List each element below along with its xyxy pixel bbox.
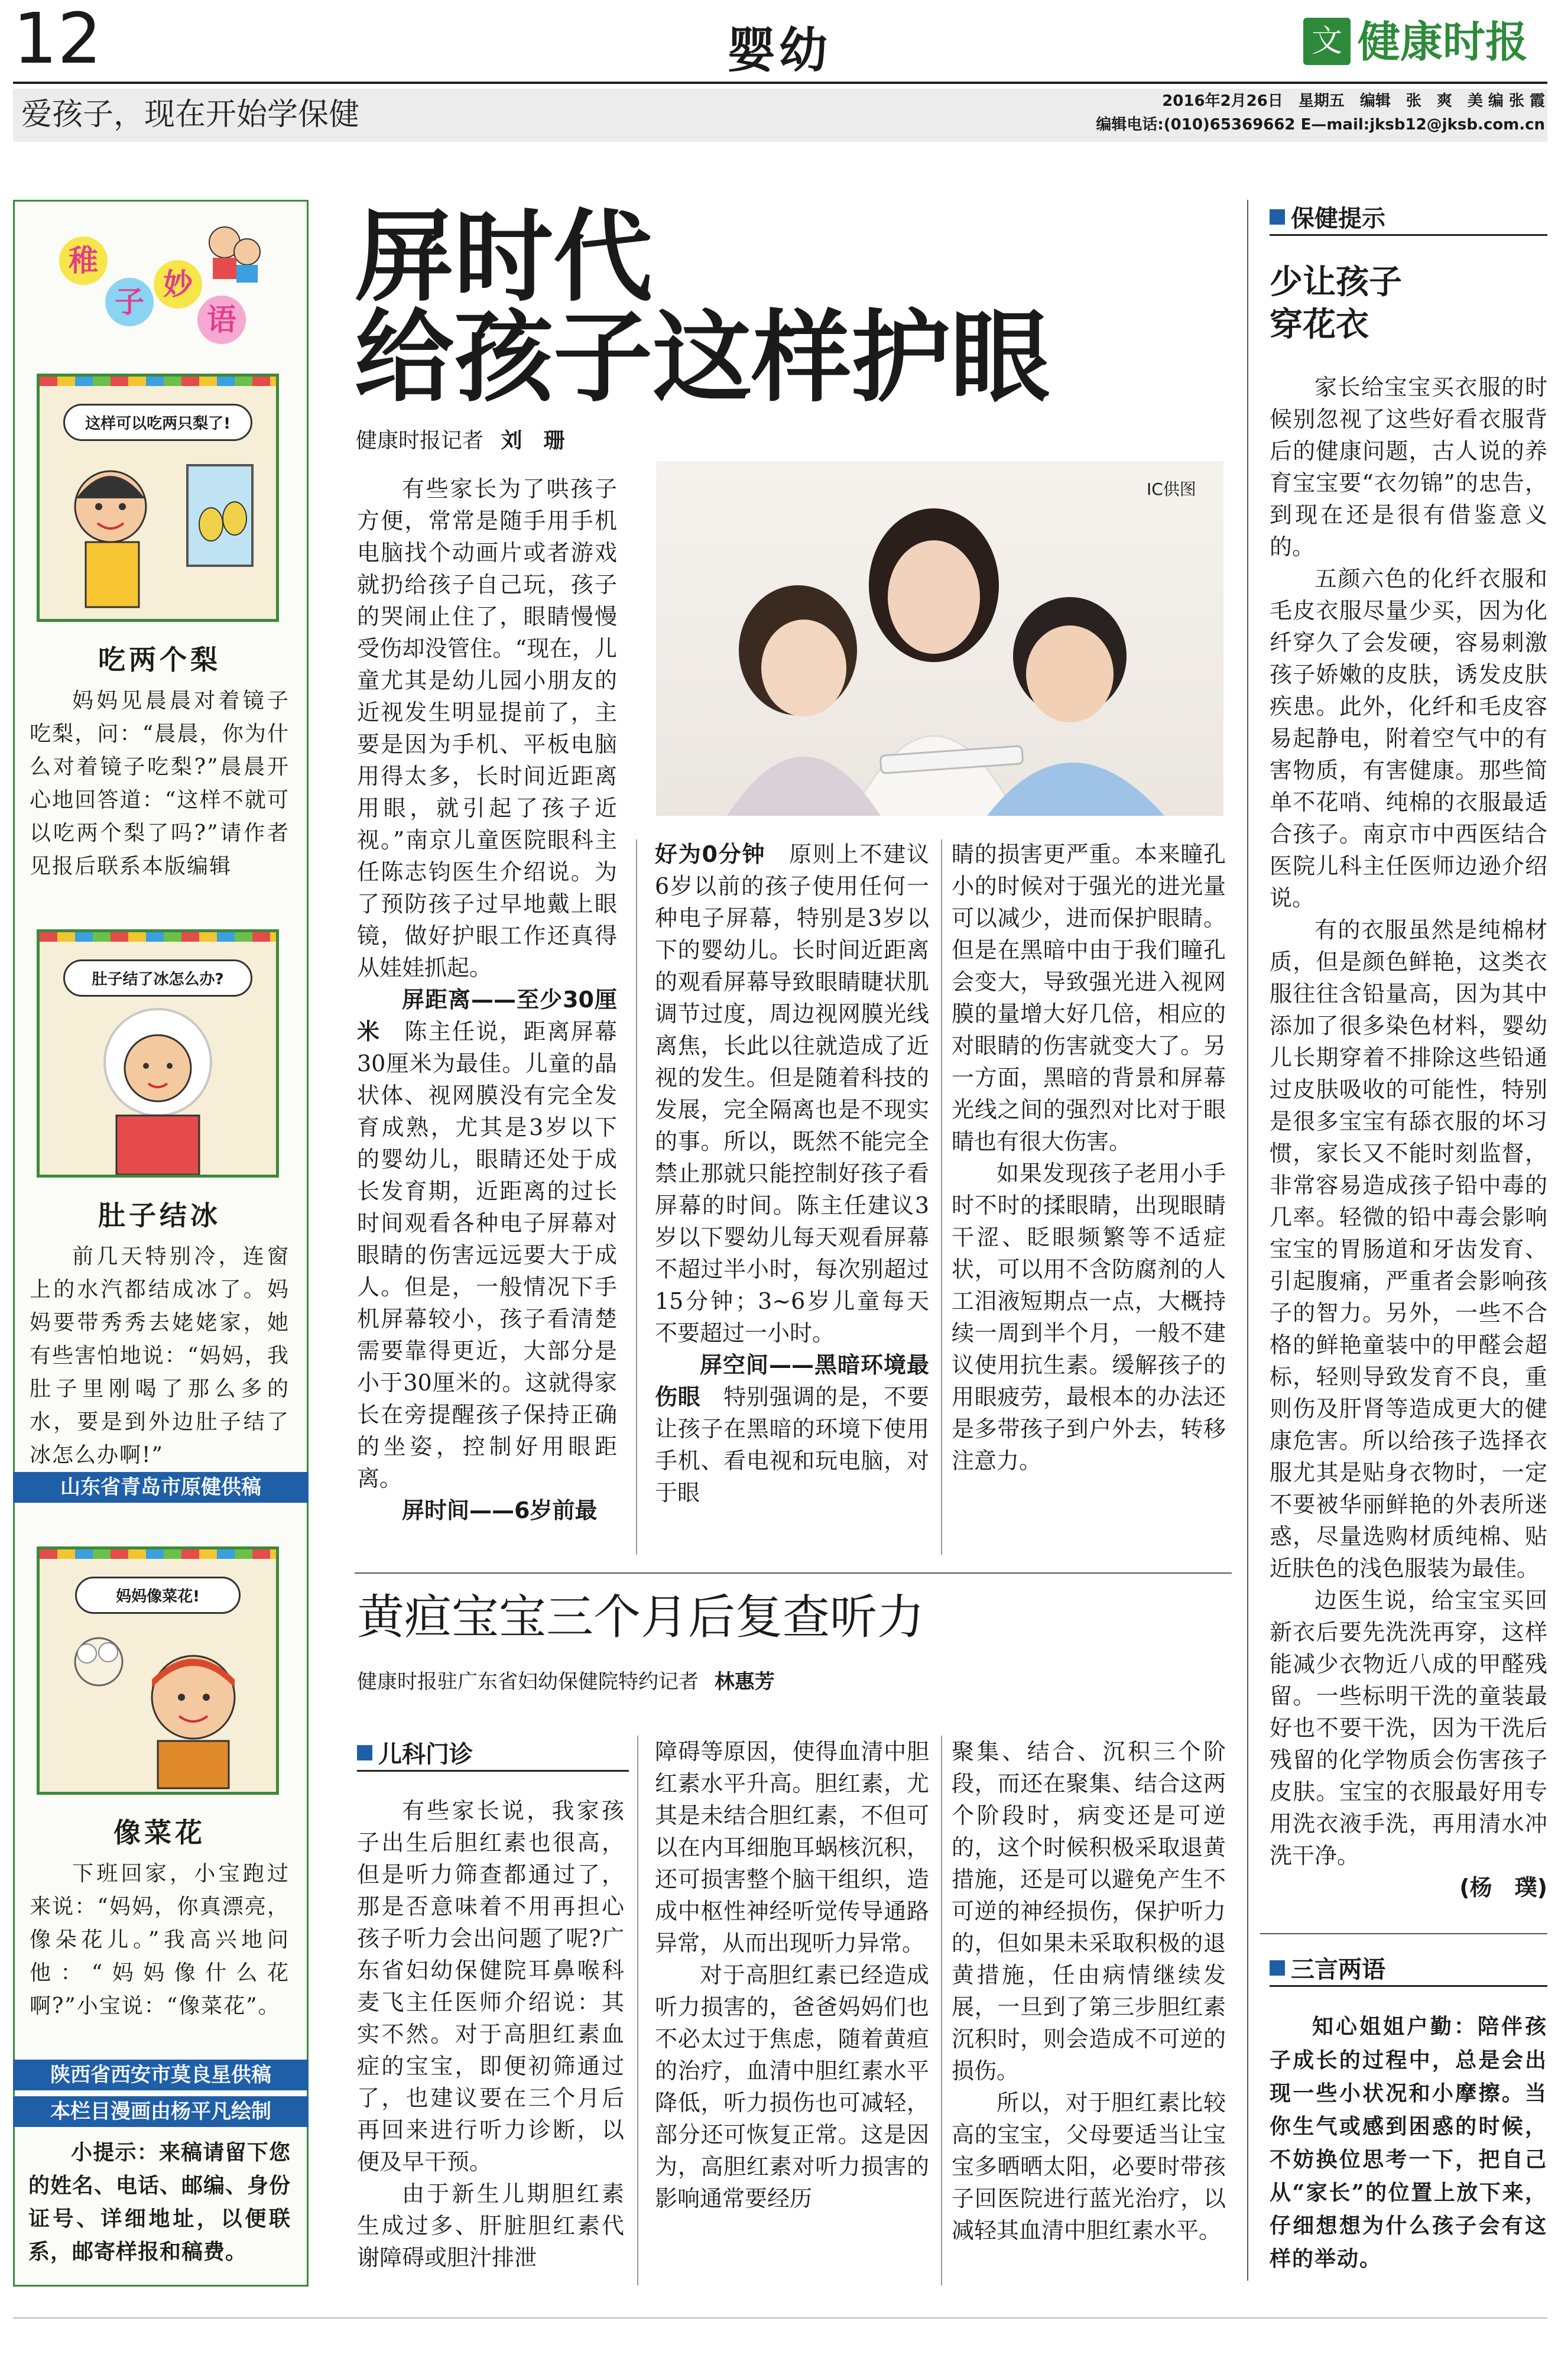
jaundice-col-1 [357, 1795, 624, 2274]
brief-tip-label: 知心姐姐户勤： [1312, 2015, 1478, 2039]
col-divider [941, 839, 942, 1555]
right-headline-2: 穿花衣 [1270, 306, 1369, 344]
right-column-divider [1247, 200, 1248, 2281]
masthead-logo [1303, 18, 1551, 71]
jaundice-byline-name: 林惠芳 [714, 1670, 775, 1694]
page-number: 12 [13, 0, 102, 79]
brief-words-label: 三言两语 [1270, 1951, 1385, 1985]
boy-mirror-illustration-icon [40, 442, 276, 619]
right-headline-1: 少让孩子 [1270, 263, 1402, 301]
boy-cauliflower-illustration-icon [40, 1614, 276, 1792]
section-square-icon [357, 1745, 372, 1760]
cartoon-1-bubble: 这样可以吃两只梨了! [63, 404, 252, 441]
cartoon-2-bubble: 肚子结了冰怎么办? [63, 959, 252, 997]
section-underline [357, 1770, 629, 1772]
family-tablet-photo-icon [656, 461, 1223, 816]
jaundice-byline [357, 1668, 775, 1695]
logo-mark-icon: 文 [1303, 18, 1351, 65]
girl-winter-illustration-icon [40, 997, 276, 1175]
right-separator [1260, 1933, 1547, 1934]
masthead-rule [13, 82, 1547, 84]
column-logo-char: 稚 [59, 236, 108, 285]
main-headline-1: 屏时代 [355, 199, 653, 315]
main-col2-para: 屏空间——黑暗环境最伤眼 特别强调的是，不要让孩子在黑暗的环境下使用手机、看电视和玩电脑，对于眼 [655, 1352, 929, 1506]
main-subhead: 屏时间——6岁前最 [402, 1497, 598, 1523]
article-photo [656, 461, 1223, 816]
illustrator-credit: 本栏目漫画由杨平凡绘制 [13, 2096, 309, 2127]
brief-tip [1270, 2010, 1547, 2275]
main-col3-para: 睛的损害更严重。本来瞳孔小的时候对于强光的进光量可以减少，进而保护眼睛。但是在黑暗中由于我们瞳孔会变大，导致强光进入视网膜的量增大好几倍，相应的对眼睛的伤害就变大了。另一方面，黑暗的背景和屏幕光线之间的强烈对比对于眼睛也有很大伤害。 [952, 841, 1226, 1155]
joke-2-body: 前几天特别冷，连窗上的水汽都结成冰了。妈妈要带秀秀去姥姥家，她有些害怕地说：“妈妈，我肚子里刚喝了那么多的水，要是到外边肚子结了冰怎么办啊!” [30, 1244, 290, 1467]
main-col1-para: 屏距离——至少30厘米 陈主任说，距离屏幕30厘米为最佳。儿童的晶状体、视网膜没有完全发育成熟，尤其是3岁以下的婴幼儿，眼睛还处于成长发育期，近距离的过长时间观看各种电子屏幕对眼睛的伤害远远要大于成人。但是，一般情况下手机屏幕较小，孩子看清楚需要靠得更近，大部分是小于30厘米的。这就得家长在旁提醒孩子保持正确的坐姿，控制好用眼距离。 [357, 987, 617, 1491]
jaundice-col2-para: 对于高胆红素已经造成听力损害的，爸爸妈妈们也不必太过于焦虑，随着黄疸的治疗，血清中胆红素水平降低，听力损伤也可减轻，部分还可恢复正常。这是因为，高胆红素对听力损害的影响通常要经历 [655, 1962, 929, 2212]
jaundice-col3-para: 聚集、结合、沉积三个阶段，而还在聚集、结合这两个阶段时，病变还是可逆的，这个时候积极采取退黄措施，还是可以避免产生不可逆的神经损伤，保护听力的，但如果未采取积极的退黄措施，任由病情继续发展，一旦到了第三步胆红素沉积时，则会造成不可逆的损伤。 [952, 1739, 1226, 2084]
col-divider [636, 839, 637, 1555]
joke-3-credit: 陕西省西安市莫良星供稿 [13, 2060, 309, 2090]
jaundice-col-2 [655, 1736, 929, 2214]
cartoon-3-bubble: 妈妈像菜花! [75, 1577, 241, 1614]
jaundice-headline: 黄疸宝宝三个月后复查听力 [357, 1590, 924, 1645]
brief-words-underline [1270, 1985, 1547, 1987]
main-col1-para: 有些家长为了哄孩子方便，常常是随手用手机电脑找个动画片或者游戏就扔给孩子自己玩，孩子的哭闹止住了，眼睛慢慢受伤却没管住。“现在，儿童尤其是幼儿园小朋友的近视发生明显提前了，主要是因为手机、平板电脑用得太多，长时间近距离用眼，就引起了孩子近视。”南京儿童医院眼科主任陈志钧医生介绍说。为了预防孩子过早地戴上眼镜，做好护眼工作还真得从娃娃抓起。 [357, 476, 617, 981]
column-logo [53, 219, 272, 355]
main-subhead: 屏距离——至少30厘米 [357, 987, 617, 1045]
main-subhead: 好为0分钟 [655, 841, 766, 867]
main-col-1 [357, 473, 617, 1526]
right-para: 有的衣服虽然是纯棉材质，但是颜色鲜艳，这类衣服往往含铅量高，因为其中添加了很多染色材料，婴幼儿长期穿着不排除这些铅通过皮肤吸收的可能性，特别是很多宝宝有舔衣服的坏习惯，家长又不能时刻监督，非常容易造成孩子铅中毒的几率。轻微的铅中毒会影响宝宝的胃肠道和牙齿发育、引起腹痛，严重者会影响孩子的智力。另外，一些不合格的鲜艳童装中的甲醛会超标，轻则导致发育不良，重则伤及肝肾等造成更大的健康危害。所以给孩子选择衣服尤其是贴身衣物时，一定不要被华丽鲜艳的外表所迷惑，尽量选购材质纯棉、贴近肤色的浅色服装为最佳。 [1270, 917, 1547, 1581]
pediatric-section-label: 儿科门诊 [357, 1736, 473, 1769]
kids-illustration-icon [201, 219, 266, 284]
main-byline-label: 健康时报记者 [356, 429, 484, 453]
jaundice-col3-para: 所以，对于胆红素比较高的宝宝，父母要适当让宝宝多晒晒太阳，必要时带孩子回医院进行蓝光治疗，以减轻其血清中胆红素水平。 [952, 2090, 1226, 2243]
right-para: 边医生说，给宝宝买回新衣后要先洗洗再穿，这样能减少衣物近八成的甲醛残留。一些标明干洗的童装最好也不要干洗，因为干洗后残留的化学物质会伤害孩子皮肤。宝宝的衣服最好用专用洗衣液手洗，再用清水冲洗干净。 [1270, 1587, 1547, 1869]
main-headline-2: 给孩子这样护眼 [355, 300, 1050, 416]
main-subhead: 屏空间——黑暗环境最伤眼 [655, 1352, 929, 1410]
right-author: (杨 璞) [1459, 1875, 1547, 1901]
slogan: 爱孩子，现在开始学保健 [21, 97, 360, 132]
date-line: 2016年2月26日 星期五 编辑 张 爽 美 编 张 霞 [1162, 92, 1545, 110]
section-square-icon [1270, 209, 1285, 225]
main-byline [356, 427, 564, 455]
health-tip-label: 保健提示 [1270, 200, 1385, 234]
jaundice-col-3 [952, 1736, 1226, 2246]
cartoon-3 [37, 1546, 279, 1795]
main-byline-name: 刘 珊 [501, 429, 565, 453]
joke-3-title: 像菜花 [113, 1817, 206, 1849]
right-body [1270, 371, 1547, 1904]
photo-credit: IC供图 [1147, 479, 1196, 499]
col-divider [941, 1736, 942, 2285]
main-col-3 [952, 838, 1226, 1477]
joke-2-title: 肚子结冰 [98, 1199, 221, 1231]
main-col-2 [655, 838, 929, 1509]
section-square-icon [1270, 1960, 1285, 1976]
jaundice-col1-para: 由于新生儿期胆红素生成过多、肝脏胆红素代谢障碍或胆汁排泄 [357, 2181, 624, 2271]
contact-line: 编辑电话:(010)65369662 E—mail:jksb12@jksb.com.cn [1096, 116, 1545, 134]
section-title: 婴幼 [727, 22, 832, 79]
right-para: 家长给宝宝买衣服的时候别忽视了这些好看衣服背后的健康问题，古人说的养育宝宝要“衣勿锦”的忠告，到现在还是很有借鉴意义的。 [1270, 374, 1547, 560]
brief-tip-text: 陪伴孩子成长的过程中，总是会出现一些小状况和小摩擦。当你生气或感到困惑的时候，不妨换位思考一下，把自己从“家长”的位置上放下来，仔细想想为什么孩子会有这样的举动。 [1270, 2014, 1547, 2271]
cartoon-1 [37, 374, 279, 622]
joke-1-title: 吃两个梨 [98, 644, 221, 676]
main-col3-para: 如果发现孩子老用小手时不时的揉眼睛，出现眼睛干涩、眨眼频繁等不适症状，可以用不含防腐剂的人工泪液短期点一点，大概持续一周到半个月，一般不建议使用抗生素。缓解孩子的用眼疲劳，最根本的办法还是多带孩子到户外去，转移注意力。 [952, 1160, 1226, 1474]
main-col2-para: 好为0分钟 原则上不建议6岁以前的孩子使用任何一种电子屏幕，特别是3岁以下的婴幼儿。长时间近距离的观看屏幕导致眼睛睫状肌调节过度，周边视网膜光线离焦，长此以往就造成了近视的发生。但是随着科技的发展，完全隔离也是不现实的事。所以，既然不能完全禁止那就只能控制好孩子看屏幕的时间。陈主任建议3岁以下婴幼儿每天观看屏幕不超过半小时，每次别超过15分钟；3~6岁儿童每天不要超过一小时。 [655, 841, 929, 1346]
column-logo-char: 子 [105, 278, 154, 326]
jaundice-col1-para: 有些家长说，我家孩子出生后胆红素也很高，但是听力筛查都通过了，那是否意味着不用再担心孩子听力会出问题了呢?广东省妇幼保健院耳鼻喉科麦飞主任医师介绍说：其实不然。对于高胆红素血症的宝宝，即便初筛通过了，也建议要在三个月后再回来进行听力诊断，以便及早干预。 [357, 1798, 624, 2175]
column-logo-char: 语 [197, 296, 246, 344]
logo-text: 健康时报 [1358, 17, 1528, 67]
cartoon-2 [37, 929, 279, 1178]
submission-notice: 小提示：来稿请留下您的姓名、电话、邮编、身份证号、详细地址，以便联系，邮寄样报和稿费。 [28, 2141, 291, 2264]
jaundice-col2-para: 障碍等原因，使得血清中胆红素水平升高。胆红素，尤其是未结合胆红素，不但可以在内耳细胞耳蜗核沉积，还可损害整个脑干组织，造成中枢性神经听觉传导通路异常，从而出现听力异常。 [655, 1739, 929, 1956]
main-col1-para [357, 1494, 617, 1526]
joke-2-credit: 山东省青岛市原健供稿 [13, 1472, 309, 1503]
article-separator [355, 1572, 1232, 1574]
right-para: 五颜六色的化纤衣服和毛皮衣服尽量少买，因为化纤穿久了会发硬，容易刺激孩子娇嫩的皮肤，诱发皮肤疾患。此外，化纤和毛皮容易起静电，附着空气中的有害物质，有害健康。那些简单不花哨、纯棉的衣服最适合孩子。南京市中西医结合医院儿科主任医师边逊介绍说。 [1270, 566, 1547, 911]
jaundice-byline-label: 健康时报驻广东省妇幼保健院特约记者 [357, 1670, 699, 1694]
page-bottom-rule [13, 2317, 1547, 2319]
col-divider [637, 1736, 638, 2285]
health-tip-underline [1270, 234, 1547, 236]
column-logo-char: 妙 [154, 260, 202, 309]
joke-3-body: 下班回家，小宝跑过来说：“妈妈，你真漂亮，像朵花儿。”我高兴地问他：“妈妈像什么花啊?”小宝说：“像菜花”。 [30, 1862, 290, 2018]
joke-1-body: 妈妈见晨晨对着镜子吃梨，问：“晨晨，你为什么对着镜子吃梨?”晨晨开心地回答道：“这样不就可以吃两个梨了吗?”请作者见报后联系本版编辑 [30, 689, 290, 878]
